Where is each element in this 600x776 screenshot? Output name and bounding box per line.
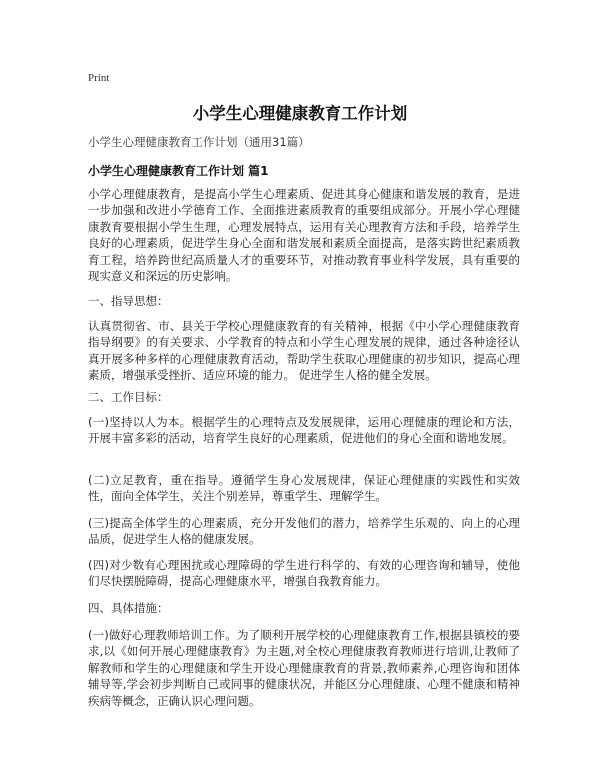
guide-heading: 一、指导思想： [88, 294, 169, 308]
goal-heading: 二、工作目标： [88, 390, 169, 404]
goal-item: (四)对少数有心理困扰或心理障碍的学生进行科学的、有效的心理咨询和辅导，使他们尽快摆脱障碍，提高心理健康水平，增强自我教育能力。 [88, 558, 520, 589]
intro-paragraph: 小学心理健康教育，是提高小学生心理素质、促进其身心健康和谐发展的教育，是进一步加强和改进小学德育工作、全面推进素质教育的重要组成部分。开展小学心理健康教育要根据小学生生理，心理发展特点，运用有关心理教育方法和手段，培养学生良好的心理素质，促进学生身心全面和谐发展和素质全面提高，是落实跨世纪素质教育工程，培养跨世纪高质量人才的重要环节，对推动教育事业科学发展，具有重要的现实意义和深远的历史影响。 [88, 187, 520, 284]
measure-heading: 四、具体措施： [88, 601, 169, 615]
goal-item: (三)提高全体学生的心理素质，充分开发他们的潜力，培养学生乐观的、向上的心理品质，促进学生人格的健康发展。 [88, 516, 520, 547]
guide-paragraph: 认真贯彻省、市、县关于学校心理健康教育的有关精神，根据《中小学心理健康教育指导纲要》的有关要求、小学教育的特点和小学生心理发展的规律，通过各种途径认真开展多种多样的心理健康教育活动，帮助学生获取心理健康的初步知识，提高心理素质，增强承受挫折、适应环境的能力。 促进学生人格的健全发展。 [88, 319, 520, 383]
section-title: 小学生心理健康教育工作计划 篇1 [88, 164, 269, 178]
goal-item: (二)立足教育，重在指导。遵循学生身心发展规律，保证心理健康的实践性和实效性，面向全体学生，关注个别差异，尊重学生、理解学生。 [88, 473, 520, 504]
page-title: 小学生心理健康教育工作计划 [192, 104, 408, 123]
goal-item: (一)坚持以人为本。根据学生的心理特点及发展规律，运用心理健康的理论和方法，开展丰富多彩的活动，培育学生良好的心理素质，促进他们的身心全面和谐地发展。 [88, 415, 520, 446]
measure-item: (一)做好心理教师培训工作。为了顺利开展学校的心理健康教育工作,根据县镇校的要求,以《如何开展心理健康教育》为主题,对全校心理健康教育教师进行培训,让教师了解教师和学生的心理健康和学生开设心理健康教育的背景,教师素养,心理咨询和团体辅导等,学会初步判断自己或同事的健康状况，并能区分心理健康、心理不健康和精神疾病等概念，正确认识心理问题。 [88, 628, 520, 708]
print-link[interactable]: Print [88, 72, 110, 84]
document-subtitle: 小学生心理健康教育工作计划（通用31篇） [88, 135, 310, 149]
